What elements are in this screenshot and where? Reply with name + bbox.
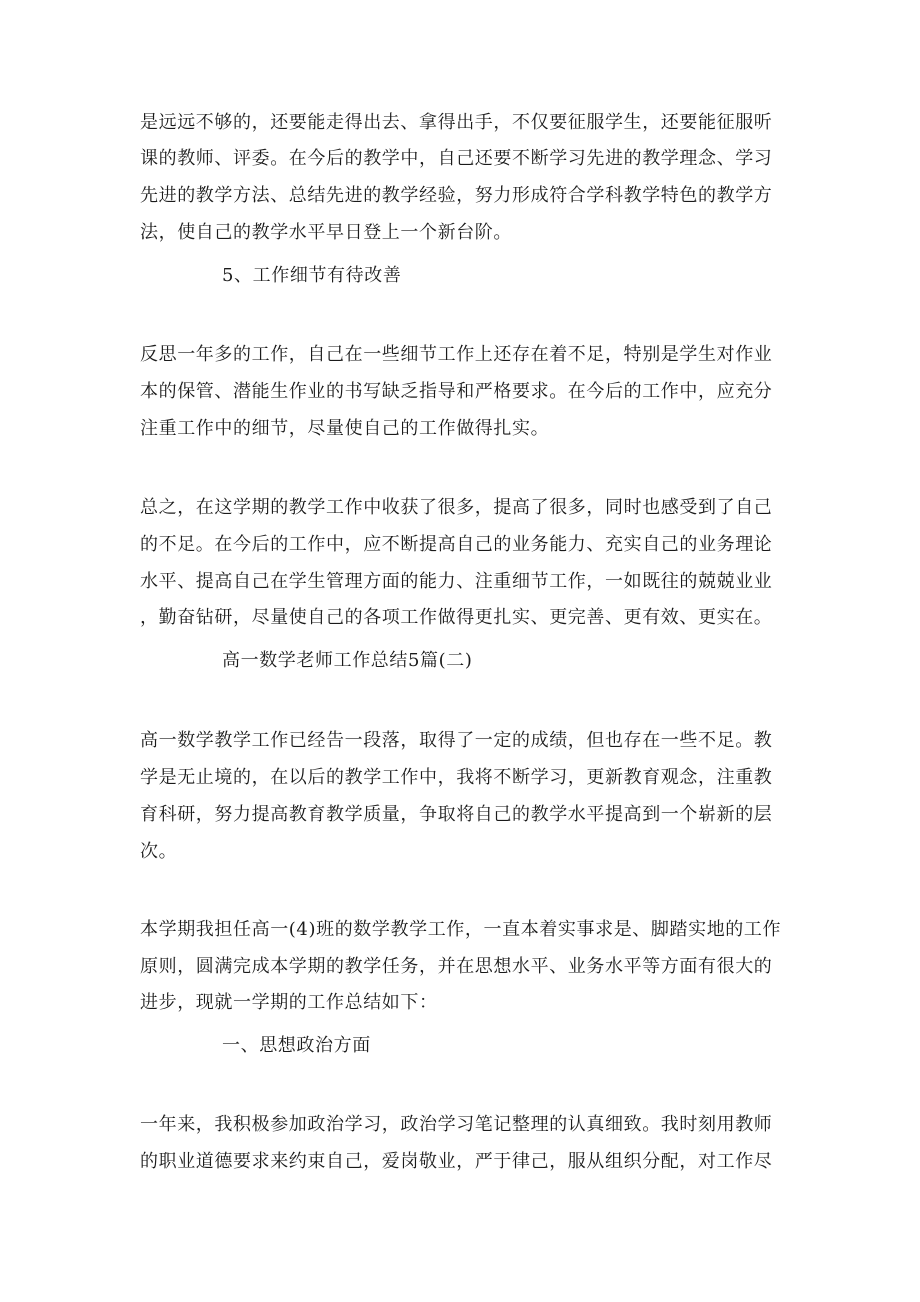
paragraph-1-line-4: 法，使自己的教学水平早日登上一个新台阶。 [140,222,512,243]
paragraph-6-line-1: 一年来，我积极参加政治学习，政治学习笔记整理的认真细致。我时刻用教师 [140,1114,773,1135]
paragraph-1-line-2: 课的教师、评委。在今后的教学中，自己还要不断学习先进的教学理念、学习 [140,148,773,169]
section-heading-political-thought: 一、思想政治方面 [222,1035,371,1056]
paragraph-4-line-3: 育科研，努力提高教育教学质量，争取将自己的教学水平提高到一个崭新的层 [140,804,773,825]
article-heading-part-two: 高一数学老师工作总结5篇(二) [222,650,473,671]
paragraph-3-line-1: 总之，在这学期的教学工作中收获了很多，提高了很多，同时也感受到了自己 [140,497,773,518]
paragraph-1-line-1: 是远远不够的，还要能走得出去、拿得出手，不仅要征服学生，还要能征服听 [140,112,773,133]
paragraph-5-line-2: 原则，圆满完成本学期的教学任务，并在思想水平、业务水平等方面有很大的 [140,956,773,977]
paragraph-2-line-3: 注重工作中的细节，尽量使自己的工作做得扎实。 [140,418,550,439]
paragraph-5-line-3: 进步，现就一学期的工作总结如下： [140,992,438,1013]
paragraph-3-line-2: 的不足。在今后的工作中，应不断提高自己的业务能力、充实自己的业务理论 [140,534,773,555]
paragraph-3-line-3: 水平、提高自己在学生管理方面的能力、注重细节工作，一如既往的兢兢业业 [140,571,773,592]
paragraph-4-line-4: 次。 [140,841,178,862]
paragraph-1-line-3: 先进的教学方法、总结先进的教学经验，努力形成符合学科教学特色的教学方 [140,185,773,206]
paragraph-6-line-2: 的职业道德要求来约束自己，爱岗敬业，严于律己，服从组织分配，对工作尽 [140,1151,773,1172]
section-heading-work-details: 5、工作细节有待改善 [222,265,402,286]
paragraph-4-line-2: 学是无止境的，在以后的教学工作中，我将不断学习，更新教育观念，注重教 [140,767,773,788]
paragraph-2-line-1: 反思一年多的工作，自己在一些细节工作上还存在着不足，特别是学生对作业 [140,344,773,365]
paragraph-3-line-4: ，勤奋钻研，尽量使自己的各项工作做得更扎实、更完善、更有效、更实在。 [140,607,773,628]
paragraph-4-line-1: 高一数学教学工作已经告一段落，取得了一定的成绩，但也存在一些不足。教 [140,730,773,751]
paragraph-2-line-2: 本的保管、潜能生作业的书写缺乏指导和严格要求。在今后的工作中，应充分 [140,381,773,402]
paragraph-5-line-1: 本学期我担任高一(4)班的数学教学工作，一直本着实事求是、脚踏实地的工作 [140,919,782,940]
